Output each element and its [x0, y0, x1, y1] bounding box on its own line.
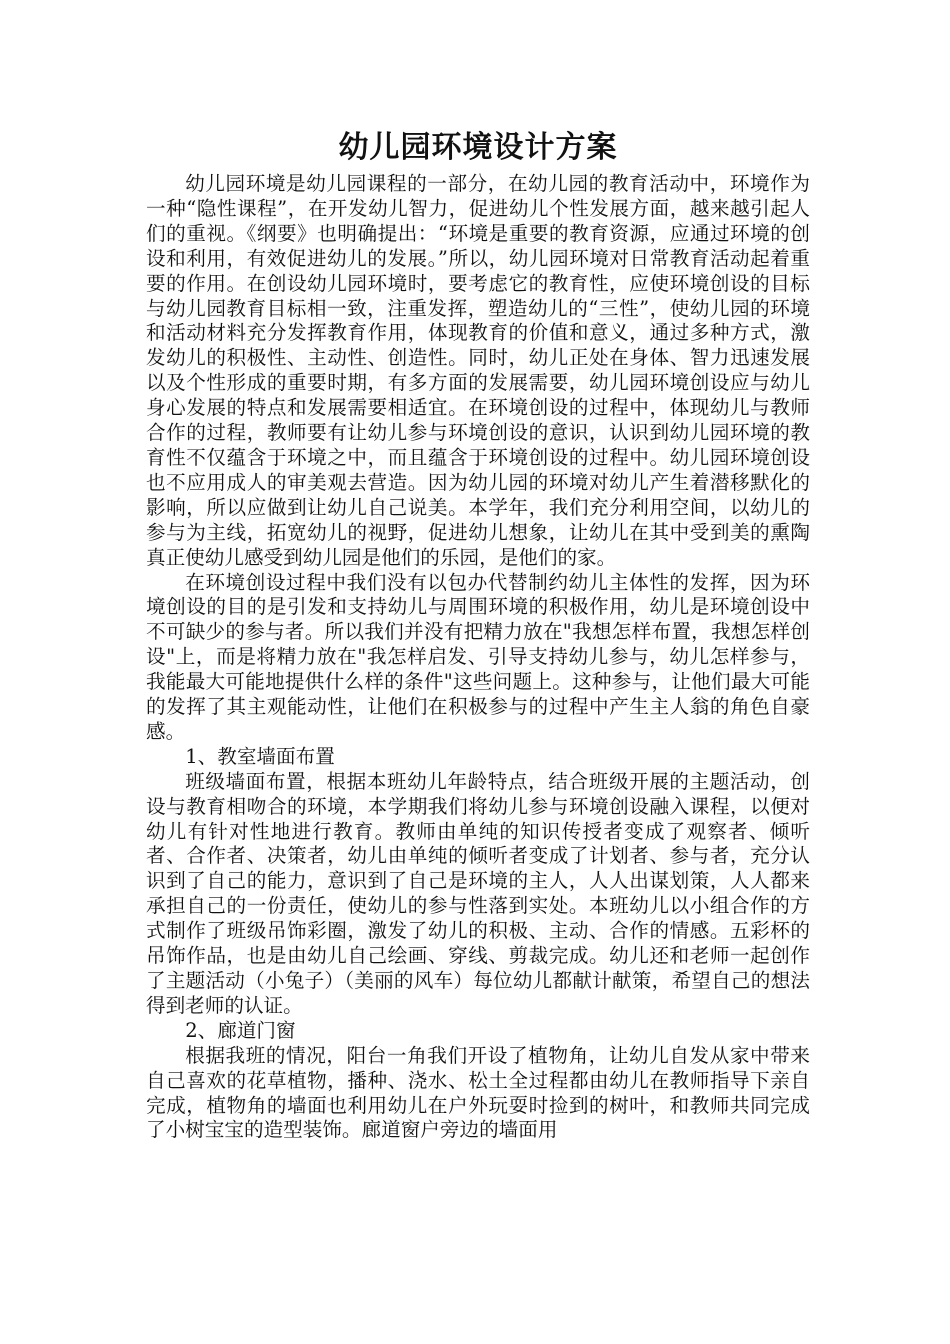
- document-page: [146, 128, 810, 1143]
- classroom-wall-paragraph: 班级墙面布置，根据本班幼儿年龄特点，结合班级开展的主题活动，创设与教育相吻合的环境，本学期我们将幼儿参与环境创设融入课程，以便对幼儿有针对性地进行教育。教师由单纯的知识传授者变成了观察者、倾听者、合作者、决策者，幼儿由单纯的倾听者变成了计划者、参与者，充分认识到了自己的能力，意识到了自己是环境的主人，人人出谋划策，人人都来承担自己的一份责任，使幼儿的参与性落到实处。本班幼儿以小组合作的方式制作了班级吊饰彩圈，激发了幼儿的积极、主动、合作的情感。五彩杯的吊饰作品，也是由幼儿自己绘画、穿线、剪裁完成。幼儿还和老师一起创作了主题活动（小兔子）（美丽的风车）每位幼儿都献计献策，希望自己的想法得到老师的认证。: [146, 769, 810, 1017]
- intro-paragraph: 幼儿园环境是幼儿园课程的一部分，在幼儿园的教育活动中，环境作为一种“隐性课程”，在开发幼儿智力，促进幼儿个性发展方面，越来越引起人们的重视。《纲要》也明确提出：“环境是重要的教育资源，应通过环境的创设和利用，有效促进幼儿的发展。”所以，幼儿园环境对日常教育活动起着重要的作用。在创设幼儿园环境时，要考虑它的教育性，应使环境创设的目标与幼儿园教育目标相一致，注重发挥，塑造幼儿的“三性”，使幼儿园的环境和活动材料充分发挥教育作用，体现教育的价值和意义，通过多种方式，激发幼儿的积极性、主动性、创造性。同时，幼儿正处在身体、智力迅速发展以及个性形成的重要时期，有多方面的发展需要，幼儿园环境创设应与幼儿身心发展的特点和发展需要相适宜。在环境创设的过程中，体现幼儿与教师合作的过程，教师要有让幼儿参与环境创设的意识，认识到幼儿园环境的教育性不仅蕴含于环境之中，而且蕴含于环境创设的过程中。幼儿园环境创设也不应用成人的审美观去营造。因为幼儿园的环境对幼儿产生着潜移默化的影响，所以应做到让幼儿自己说美。本学年，我们充分利用空间，以幼儿的参与为主线，拓宽幼儿的视野，促进幼儿想象，让幼儿在其中受到美的熏陶真正使幼儿感受到幼儿园是他们的乐园，是他们的家。: [146, 172, 810, 569]
- participation-paragraph: 在环境创设过程中我们没有以包办代替制约幼儿主体性的发挥，因为环境创设的目的是引发和支持幼儿与周围环境的积极作用，幼儿是环境创设中不可缺少的参与者。所以我们并没有把精力放在"我想怎样布置，我想怎样创设"上，而是将精力放在"我怎样启发、引导支持幼儿参与，幼儿怎样参与，我能最大可能地提供什么样的条件"这些问题上。这种参与，让他们最大可能的发挥了其主观能动性，让他们在积极参与的过程中产生主人翁的角色自豪感。: [146, 570, 810, 743]
- section-heading-corridor-windows: 2、廊道门窗: [185, 1018, 296, 1042]
- document-title: 幼儿园环境设计方案: [338, 130, 618, 165]
- corridor-windows-paragraph: 根据我班的情况，阳台一角我们开设了植物角，让幼儿自发从家中带来自己喜欢的花草植物，播种、浇水、松土全过程都由幼儿在教师指导下亲自完成，植物角的墙面也利用幼儿在户外玩耍时捡到的树叶，和教师共同完成了小树宝宝的造型装饰。廊道窗户旁边的墙面用: [146, 1043, 810, 1142]
- section-heading-classroom-wall: 1、教室墙面布置: [185, 744, 335, 768]
